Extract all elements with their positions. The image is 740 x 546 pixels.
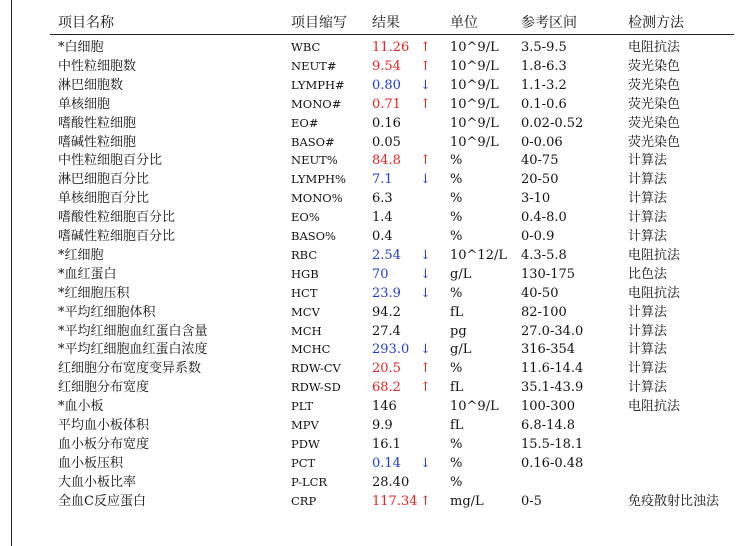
arrow-up-icon: ↑ [420,96,431,112]
item-unit: 10^9/L [450,40,499,55]
item-ref: 82-100 [521,304,567,320]
item-method: 计算法 [628,172,668,188]
item-result: 28.40 [372,474,410,490]
item-name: *白细胞 [58,40,104,55]
table-row [0,95,740,114]
table-row [0,340,740,359]
table-row [0,435,740,454]
item-abbr: CRP [291,493,317,508]
item-method: 荧光染色 [628,77,681,93]
item-abbr: P-LCR [291,474,328,489]
item-ref: 40-75 [521,153,559,169]
item-name: 单核细胞 [58,96,111,112]
item-ref: 40-50 [521,285,559,301]
item-name: 嗜酸性粒细胞百分比 [58,210,176,226]
item-name: 单核细胞百分比 [58,191,150,207]
item-ref: 0.02-0.52 [521,115,584,131]
item-unit: g/L [450,266,472,282]
item-abbr: MCHC [291,342,331,357]
item-unit: % [450,455,463,471]
item-result: 23.9 [372,285,401,301]
item-result: 0.14 [372,455,401,471]
item-name: 大血小板比率 [58,474,137,490]
item-name: *红细胞 [58,247,104,263]
item-unit: 10^12/L [450,247,507,263]
item-method: 电阻抗法 [628,247,681,263]
item-method: 荧光染色 [628,96,681,112]
item-result: 68.2 [372,380,401,396]
item-name: *平均红细胞血红蛋白含量 [58,323,208,339]
item-name: 中性粒细胞百分比 [58,153,163,169]
item-abbr: MONO# [291,96,342,111]
item-unit: % [450,172,463,188]
table-row [0,208,740,227]
item-method: 免疫散射比浊法 [628,493,720,509]
item-name: *血小板 [58,399,104,415]
item-ref: 0.16-0.48 [521,455,584,471]
item-method: 计算法 [628,210,668,226]
item-result: 0.4 [372,229,393,244]
item-abbr: MPV [291,418,319,432]
item-result: 2.54 [372,247,401,263]
item-ref: 1.1-3.2 [521,77,567,93]
item-method: 计算法 [628,380,668,396]
table-row [0,57,740,76]
item-ref: 0.4-8.0 [521,210,567,226]
item-unit: 10^9/L [450,134,499,150]
item-result: 0.80 [372,77,401,93]
item-ref: 6.8-14.8 [521,418,576,433]
item-method: 电阻抗法 [628,399,681,415]
item-name: 嗜碱性粒细胞 [58,134,137,150]
item-result: 0.16 [372,115,401,131]
item-abbr: PDW [291,436,320,451]
item-result: 84.8 [372,153,401,169]
item-unit: % [450,210,463,226]
item-name: 血小板压积 [58,455,124,471]
item-name: 全血C反应蛋白 [58,493,146,509]
item-result: 20.5 [372,361,401,377]
header-ref: 参考区间 [521,15,577,31]
item-method: 比色法 [628,266,668,282]
item-name: 淋巴细胞数 [58,77,124,93]
item-name: 红细胞分布宽度 [58,380,150,396]
item-result: 6.3 [372,191,393,207]
item-unit: g/L [450,342,472,358]
item-result: 9.54 [372,58,401,74]
item-abbr: EO# [291,115,319,130]
item-unit: mg/L [450,493,484,509]
item-abbr: RBC [291,247,318,262]
item-method: 计算法 [628,229,668,244]
item-ref: 3-10 [521,191,551,207]
item-unit: % [450,436,463,452]
item-result: 94.2 [372,304,401,320]
item-abbr: PLT [291,399,314,414]
table-row [0,38,740,57]
arrow-up-icon: ↑ [420,493,431,509]
item-ref: 130-175 [521,266,576,282]
item-name: 嗜酸性粒细胞 [58,115,137,131]
item-ref: 0-0.06 [521,134,563,150]
table-row [0,454,740,473]
item-name: *红细胞压积 [58,285,130,301]
item-result: 0.05 [372,134,401,150]
item-unit: 10^9/L [450,115,499,131]
item-abbr: HGB [291,266,319,281]
arrow-down-icon: ↓ [420,455,431,471]
header-abbr: 项目缩写 [291,15,347,31]
item-name: 淋巴细胞百分比 [58,172,150,188]
table-row [0,133,740,152]
table-row [0,151,740,170]
item-result: 1.4 [372,210,393,226]
item-unit: fL [450,418,464,433]
item-result: 27.4 [372,323,401,339]
item-abbr: PCT [291,455,316,470]
arrow-down-icon: ↓ [420,247,431,263]
item-name: 平均血小板体积 [58,418,150,433]
arrow-up-icon: ↑ [420,361,431,377]
table-row [0,227,740,246]
item-method: 计算法 [628,323,668,339]
table-row [0,322,740,341]
item-method: 电阻抗法 [628,40,681,55]
item-ref: 20-50 [521,172,559,188]
item-method: 荧光染色 [628,134,681,150]
arrow-down-icon: ↓ [420,77,431,93]
table-row [0,114,740,133]
item-method: 计算法 [628,304,668,320]
table-row [0,378,740,397]
item-ref: 316-354 [521,342,576,358]
header-divider [50,34,734,35]
item-result: 293.0 [372,342,410,358]
item-abbr: BASO# [291,134,335,149]
item-method: 计算法 [628,342,668,358]
item-unit: % [450,229,463,244]
item-abbr: NEUT# [291,58,337,73]
item-method: 电阻抗法 [628,285,681,301]
item-unit: pg [450,323,467,339]
item-unit: 10^9/L [450,58,499,74]
arrow-down-icon: ↓ [420,285,431,301]
item-ref: 0-0.9 [521,229,555,244]
item-method: 荧光染色 [628,115,681,131]
table-row [0,303,740,322]
table-row [0,359,740,378]
item-name: 红细胞分布宽度变异系数 [58,361,202,377]
arrow-down-icon: ↓ [420,172,431,188]
item-result: 0.71 [372,96,401,112]
header-result: 结果 [372,15,400,31]
item-ref: 35.1-43.9 [521,380,584,396]
item-unit: % [450,361,463,377]
arrow-down-icon: ↓ [420,342,431,358]
table-row [0,284,740,303]
item-abbr: RDW-SD [291,380,341,395]
arrow-up-icon: ↑ [420,58,431,74]
item-unit: 10^9/L [450,96,499,112]
item-unit: fL [450,380,464,396]
item-abbr: RDW-CV [291,361,341,376]
item-ref: 0.1-0.6 [521,96,567,112]
item-unit: fL [450,304,464,320]
table-row [0,189,740,208]
table-row [0,416,740,435]
item-ref: 1.8-6.3 [521,58,567,74]
item-name: 嗜碱性粒细胞百分比 [58,229,176,244]
item-unit: % [450,191,463,207]
item-method: 计算法 [628,361,668,377]
arrow-up-icon: ↑ [420,40,431,55]
item-result: 7.1 [372,172,393,188]
header-method: 检测方法 [628,15,684,31]
item-abbr: LYMPH% [291,172,346,187]
table-row [0,246,740,265]
item-abbr: MCH [291,323,322,338]
item-abbr: HCT [291,285,318,300]
item-method: 计算法 [628,191,668,207]
table-row [0,170,740,189]
item-ref: 100-300 [521,399,576,415]
item-abbr: BASO% [291,229,336,243]
item-ref: 0-5 [521,493,542,509]
item-name: *血红蛋白 [58,266,117,282]
header-name: 项目名称 [58,15,114,31]
item-result: 117.34 [372,493,418,509]
item-abbr: LYMPH# [291,77,345,92]
arrow-down-icon: ↓ [420,266,431,282]
item-ref: 15.5-18.1 [521,436,584,452]
item-abbr: NEUT% [291,153,338,168]
item-result: 9.9 [372,418,393,433]
item-name: *平均红细胞血红蛋白浓度 [58,342,208,358]
item-unit: % [450,285,463,301]
item-method: 荧光染色 [628,58,681,74]
table-row [0,76,740,95]
item-ref: 3.5-9.5 [521,40,567,55]
header-unit: 单位 [450,15,478,31]
table-row [0,492,740,511]
arrow-up-icon: ↑ [420,380,431,396]
table-row [0,473,740,492]
item-name: *平均红细胞体积 [58,304,156,320]
item-abbr: MONO% [291,191,343,206]
item-name: 中性粒细胞数 [58,58,137,74]
item-name: 血小板分布宽度 [58,436,150,452]
item-result: 11.26 [372,40,410,55]
arrow-up-icon: ↑ [420,153,431,169]
table-row [0,397,740,416]
item-unit: 10^9/L [450,399,499,415]
item-abbr: MCV [291,304,320,319]
item-ref: 4.3-5.8 [521,247,567,263]
item-abbr: WBC [291,40,321,54]
item-unit: 10^9/L [450,77,499,93]
item-result: 146 [372,399,397,415]
item-unit: % [450,153,463,169]
item-abbr: EO% [291,210,320,225]
item-ref: 27.0-34.0 [521,323,584,339]
item-ref: 11.6-14.4 [521,361,584,377]
item-unit: % [450,474,463,490]
item-result: 70 [372,266,389,282]
item-result: 16.1 [372,436,401,452]
item-method: 计算法 [628,153,668,169]
table-row [0,265,740,284]
